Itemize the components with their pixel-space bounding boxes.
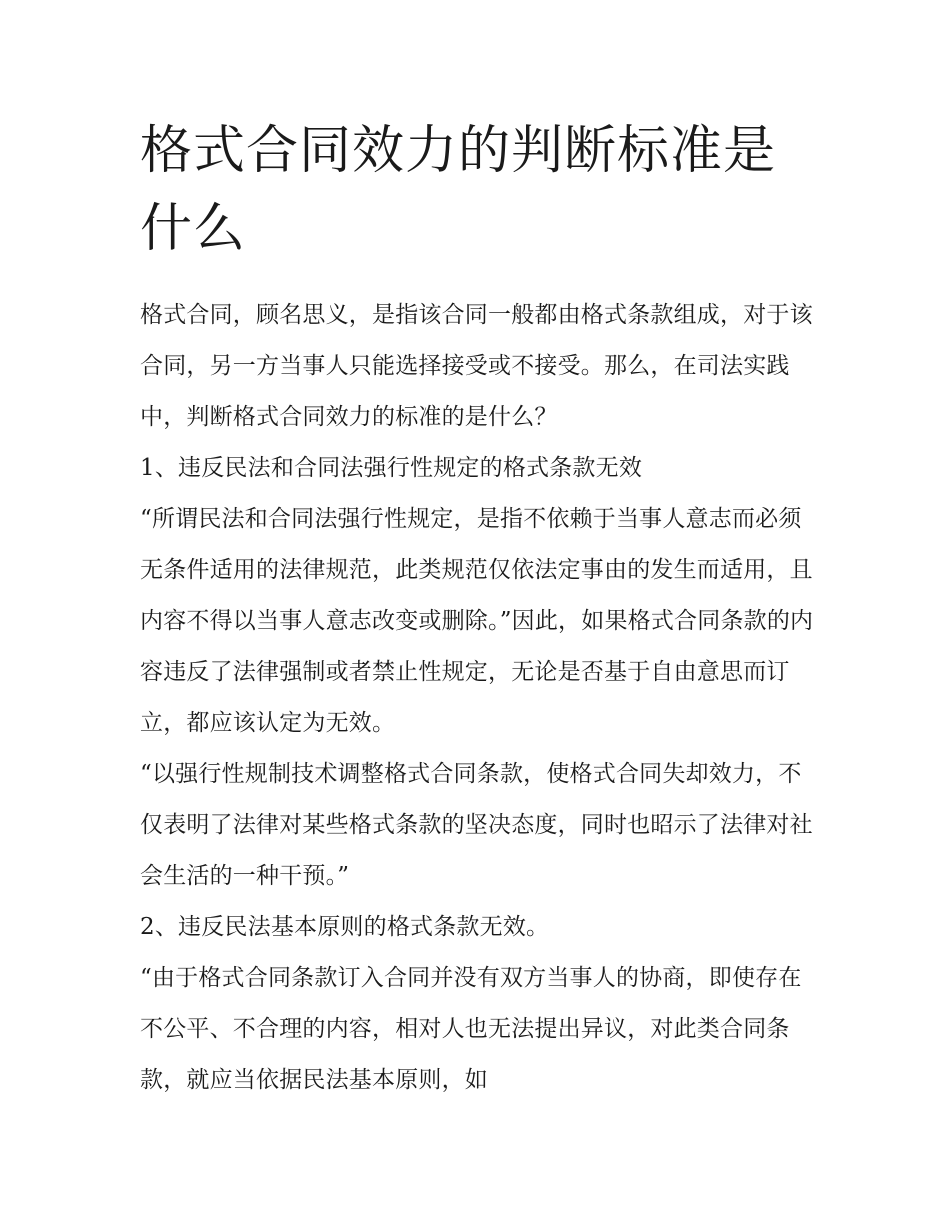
section-heading-1: 1、违反民法和合同法强行性规定的格式条款无效 — [140, 455, 643, 481]
document-title: 格式合同效力的判断标准是什么 — [140, 121, 777, 259]
document-page — [140, 112, 820, 1106]
quote-paragraph-3: “由于格式合同条款订入合同并没有双方当事人的协商，即使存在不公平、不合理的内容，相对人也无法提出异议，对此类合同条款，就应当依据民法基本原则，如 — [140, 965, 802, 1093]
quote-paragraph-1: “所谓民法和合同法强行性规定，是指不依赖于当事人意志而必须无条件适用的法律规范，此类规范仅依法定事由的发生而适用，且内容不得以当事人意志改变或删除。”因此，如果格式合同条款的内容违反了法律强制或者禁止性规定，无论是否基于自由意思而订立，都应该认定为无效。 — [140, 506, 814, 736]
quote-paragraph-2: “以强行性规制技术调整格式合同条款，使格式合同失却效力，不仅表明了法律对某些格式条款的坚决态度，同时也昭示了法律对社会生活的一种干预。” — [140, 761, 813, 889]
intro-paragraph: 格式合同，顾名思义，是指该合同一般都由格式条款组成，对于该合同，另一方当事人只能选择接受或不接受。那么，在司法实践中，判断格式合同效力的标准的是什么？ — [140, 302, 813, 430]
section-heading-2: 2、违反民法基本原则的格式条款无效。 — [140, 914, 550, 940]
